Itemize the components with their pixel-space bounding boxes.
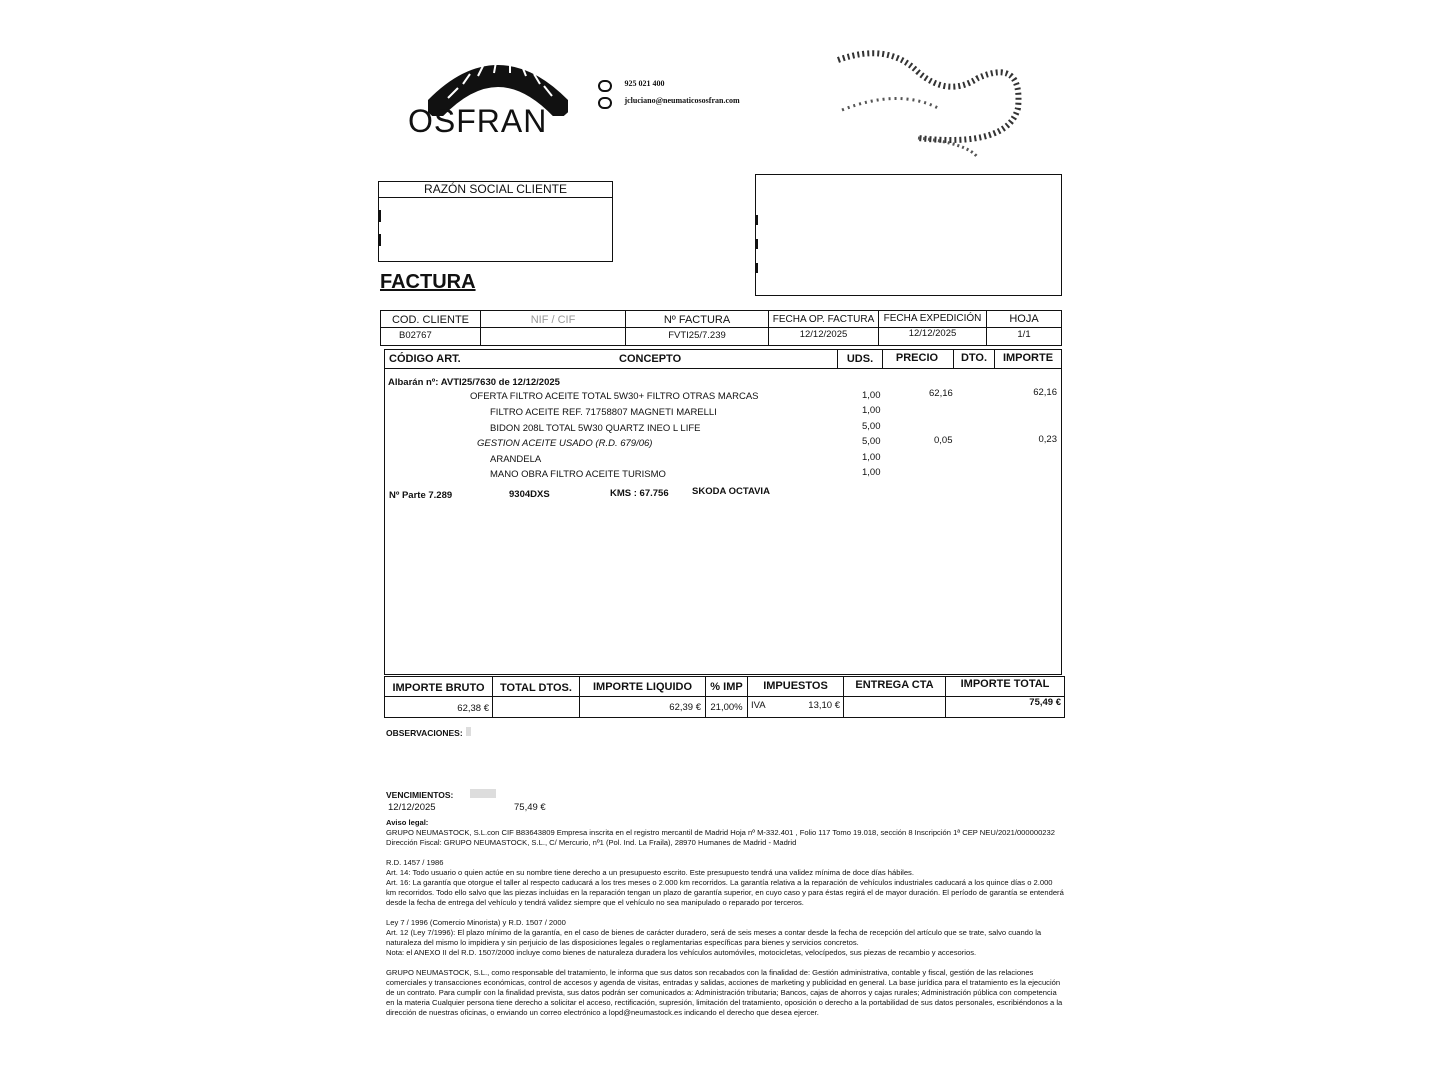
header-dto: DTO. xyxy=(953,350,995,368)
albaran-line: Albarán nº: AVTI25/7630 de 12/12/2025 xyxy=(388,377,560,388)
line-uds: 5,00 xyxy=(862,421,881,432)
legal-company: GRUPO NEUMASTOCK, S.L.con CIF B83643809 Empresa inscrita en el registro mercantil de Madrid Hoja nº M-332.401 , Folio 117 Tomo 19.018, sección 8 Inscripción 1ª CEP NEU/2021/000000232 xyxy=(386,828,1055,837)
client-box-title: RAZÓN SOCIAL CLIENTE xyxy=(379,182,612,198)
vencimiento-importe: 75,49 € xyxy=(514,802,546,813)
legal-title: Aviso legal: xyxy=(386,818,429,827)
line-concepto: BIDON 208L TOTAL 5W30 QUARTZ INEO L LIFE xyxy=(490,423,701,434)
header-importe: IMPORTE xyxy=(1002,352,1054,364)
line-concepto: MANO OBRA FILTRO ACEITE TURISMO xyxy=(490,469,666,480)
line-precio: 0,05 xyxy=(934,435,953,446)
line-concepto: FILTRO ACEITE REF. 71758807 MAGNETI MARELLI xyxy=(490,407,717,418)
tire-track-decoration-icon xyxy=(828,48,1032,168)
vehiculo: SKODA OCTAVIA xyxy=(692,486,770,497)
line-uds: 1,00 xyxy=(862,467,881,478)
parte-number: Nº Parte 7.289 xyxy=(389,490,453,501)
totals-col-impuestos: IMPUESTOS IVA 13,10 € xyxy=(748,677,844,717)
phone-number: 925 021 400 xyxy=(624,79,665,88)
totals-col-pct: % IMP 21,00% xyxy=(706,677,748,717)
line-precio: 62,16 xyxy=(929,388,953,399)
lines-table xyxy=(384,349,1062,675)
line-uds: 5,00 xyxy=(862,436,881,447)
email-icon xyxy=(598,97,612,109)
redaction-mark xyxy=(379,210,381,222)
totals-col-entrega: ENTREGA CTA xyxy=(844,677,946,717)
phone-row xyxy=(598,79,664,97)
observaciones-label: OBSERVACIONES: xyxy=(386,728,463,738)
vencimiento-fecha: 12/12/2025 xyxy=(388,802,436,813)
totals-col-dtos: TOTAL DTOS. xyxy=(493,677,580,717)
header-precio: PRECIO xyxy=(895,352,939,364)
legal-rgpd: GRUPO NEUMASTOCK, S.L., como responsable del tratamiento, le informa que sus datos son recabados con la finalidad de: Gestión administrativa, contable y fiscal, gestión de las relaciones comerciales y transacciones económicas, control de accesos y agenda de visitas, entradas y salidas, acciones de marketing y publicidad en general. La base jurídica para el tratamiento es la ejecución de un contrato. Para cumplir con la finalidad prevista, sus datos podrán ser comunicados a: Administración tributaria; Bancos, cajas de ahorros y cajas rurales; Administración pública con competencia en la materia Cualquier persona tiene derecho a solicitar el acceso, rectificación, supresión, limitación del tratamiento, oposición o derecho a la portabilidad de sus datos personales, escribiéndonos a la dirección de nuestras oficinas, o enviando un correo electrónico a lopd@neumastock.es indicando el derecho que desea ejercer. xyxy=(386,968,1063,1017)
totals-table xyxy=(384,676,1065,718)
line-importe: 0,23 xyxy=(1038,434,1057,445)
document-title: FACTURA xyxy=(380,271,476,293)
client-box xyxy=(378,181,613,262)
legal-ley: Ley 7 / 1996 (Comercio Minorista) y R.D. 1507 / 2000 xyxy=(386,918,566,927)
line-uds: 1,00 xyxy=(862,405,881,416)
redaction-mark xyxy=(466,727,471,736)
redaction-mark xyxy=(470,789,496,798)
info-col-cod-cliente: COD. CLIENTE B02767 xyxy=(381,311,481,345)
info-col-num-factura: Nº FACTURA FVTI25/7.239 xyxy=(626,311,769,345)
info-col-fecha-op: FECHA OP. FACTURA 12/12/2025 xyxy=(769,311,879,345)
legal-art12: Art. 12 (Ley 7/1996): El plazo mínimo de la garantía, en el caso de bienes de carácter duradero, será de seis meses a contar desde la fecha de recepción del artículo que se trate, salvo cuando la naturaleza del mismo lo impidiera y sin perjuicio de las disposiciones legales o reglamentarias específicas para bienes y servicios concretos. xyxy=(386,928,1042,947)
phone-icon xyxy=(598,80,612,92)
totals-col-bruto: IMPORTE BRUTO 62,38 € xyxy=(385,677,493,717)
legal-art16: Art. 16: La garantía que otorgue el taller al respecto caducará a los tres meses o 2.000 km recorridos. La garantía relativa a la reparación de vehículos industriales caducará a los quince días o 2.000 km recorridos. Todo ello salvo que las piezas incluidas en la reparación tengan un plazo de garantía superior, en cuyo caso y para éstas regirá el de mayor duración. El período de garantía se entenderá desde la fecha de entrega del vehículo y tendrá validez siempre que el vehículo no sea manipulado o reparado por terceros. xyxy=(386,878,1064,907)
info-col-hoja: HOJA 1/1 xyxy=(1009,313,1039,340)
line-concepto: OFERTA FILTRO ACEITE TOTAL 5W30+ FILTRO OTRAS MARCAS xyxy=(470,391,759,402)
info-col-nif: NIF / CIF xyxy=(481,311,626,345)
legal-art14: Art. 14: Todo usuario o quien actúe en su nombre tiene derecho a un presupuesto escrito. Este presupuesto tendrá una validez mínima de doce días hábiles. xyxy=(386,868,914,877)
vencimientos-label: VENCIMIENTOS: xyxy=(386,790,454,800)
legal-section xyxy=(386,818,1064,1018)
kms: KMS : 67.756 xyxy=(610,488,669,499)
line-concepto: ARANDELA xyxy=(490,454,542,465)
legal-address: Dirección Fiscal: GRUPO NEUMASTOCK, S.L., C/ Mercurio, nº1 (Pol. Ind. La Fraila), 28970 Humanes de Madrid - Madrid xyxy=(386,838,797,847)
line-uds: 1,00 xyxy=(862,452,881,463)
line-importe: 62,16 xyxy=(1033,387,1057,398)
line-uds: 1,00 xyxy=(862,390,881,401)
header-uds: UDS. xyxy=(837,350,883,368)
header-codigo: CÓDIGO ART. xyxy=(389,353,461,365)
company-name: OSFRAN xyxy=(408,103,548,139)
email-row xyxy=(598,96,740,114)
info-col-fecha-exp: FECHA EXPEDICIÓN 12/12/2025 xyxy=(879,311,987,345)
totals-col-liquido: IMPORTE LIQUIDO 62,39 € xyxy=(580,677,706,717)
redaction-mark xyxy=(379,234,381,246)
invoice-info-table xyxy=(380,310,1062,346)
header-concepto: CONCEPTO xyxy=(619,353,682,365)
legal-nota: Nota: el ANEXO II del R.D. 1507/2000 incluye como bienes de naturaleza duradera los vehículos automóviles, motocicletas, velocípedos, sus piezas de recambio y accesorios. xyxy=(386,948,977,957)
address-box xyxy=(755,174,1062,296)
totals-col-total: IMPORTE TOTAL 75,49 € xyxy=(960,678,1061,708)
line-concepto: GESTION ACEITE USADO (R.D. 679/06) xyxy=(477,438,653,449)
legal-rd: R.D. 1457 / 1986 xyxy=(386,858,444,867)
email-address: jcluciano@neumaticososfran.com xyxy=(624,96,740,105)
matricula: 9304DXS xyxy=(509,489,550,500)
